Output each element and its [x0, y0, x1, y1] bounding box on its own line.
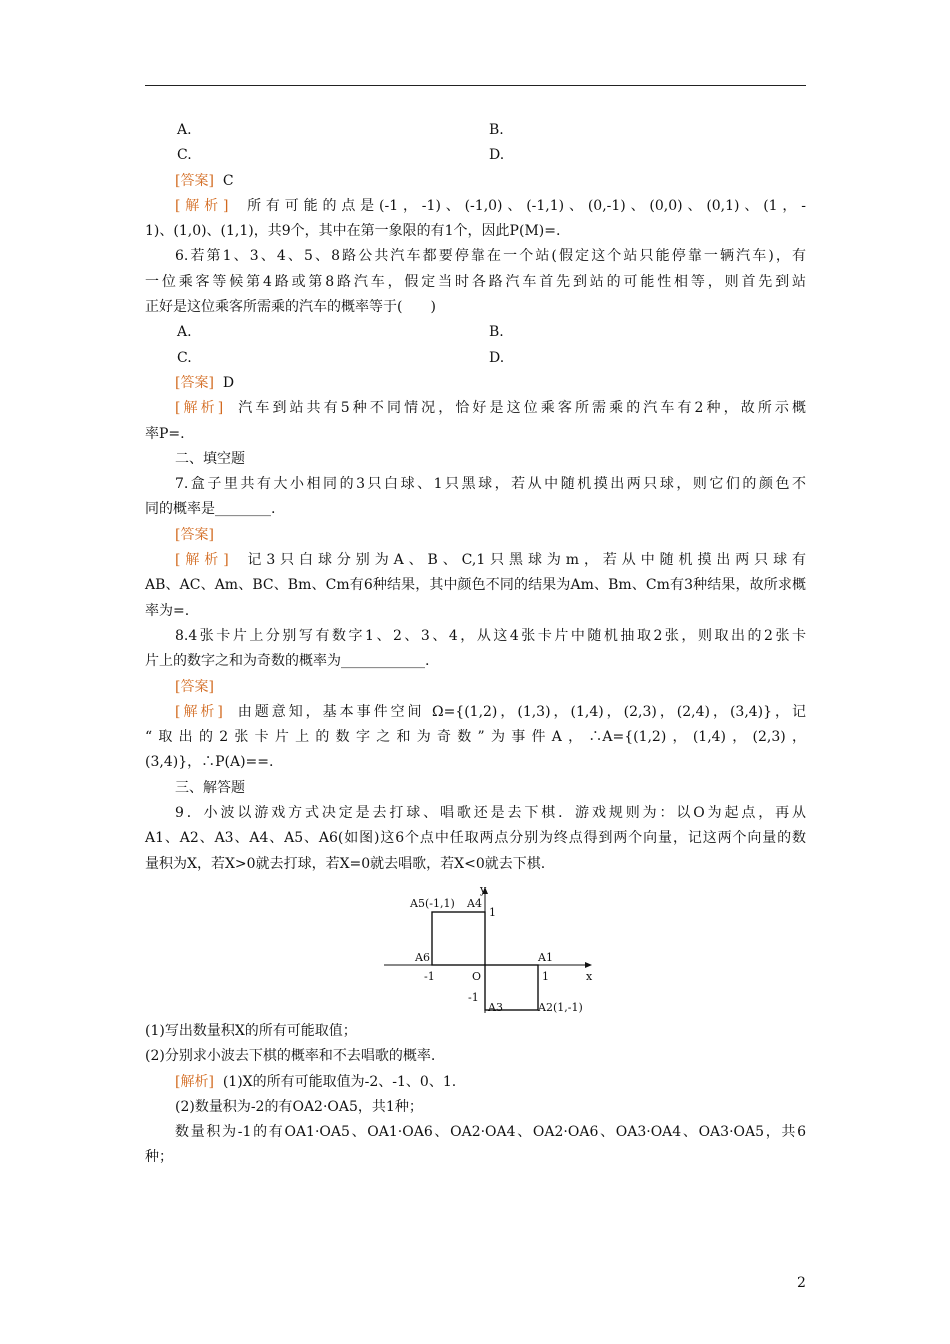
answer-tag: [答案] — [175, 172, 214, 189]
q7-answer — [145, 523, 806, 548]
answer-tag: [答案] — [175, 526, 214, 543]
point-a1-label: A1 — [538, 950, 553, 964]
upper-left-square — [432, 912, 485, 965]
x-tick-positive: 1 — [542, 969, 549, 983]
q6-options-ab — [145, 320, 806, 345]
vector-figure — [145, 883, 806, 1015]
q9-part-line: (2)分别求小波去下棋的概率和不去唱歌的概率. — [145, 1048, 436, 1065]
q9-part-line: (1)写出数量积X的所有可能取值； — [145, 1022, 357, 1039]
section-heading: 三、解答题 — [175, 779, 245, 796]
q9-stem-line: 9．小波以游戏方式决定是去打球、唱歌还是去下棋．游戏规则为：以O为起点，再从 — [175, 805, 806, 822]
coordinate-diagram — [380, 883, 600, 1015]
option-c: C. — [177, 349, 192, 366]
q5-answer — [145, 169, 806, 194]
q9-analysis-line — [145, 1070, 806, 1095]
point-a2-label: A2(1,-1) — [538, 1000, 583, 1014]
page-number: 2 — [797, 1275, 806, 1291]
q8-analysis-line: (3,4)}，∴P(A)==. — [145, 754, 274, 771]
q6-stem-line: 6.若第1、3、4、5、8路公共汽车都要停靠在一个站(假定这个站只能停靠一辆汽车)，有 — [175, 248, 806, 265]
point-a5-label: A5(-1,1) — [410, 896, 455, 910]
q8-analysis-line: “取出的2张卡片上的数字之和为奇数”为事件A，∴A={(1,2)，(1,4)，(2,3)， — [145, 729, 806, 746]
q7-analysis-line: 率为=. — [145, 602, 190, 619]
answer-tag: [答案] — [175, 374, 214, 391]
q9-analysis-line: 数量积为-1的有OA1·OA5、OA1·OA6、OA2·OA4、OA2·OA6、OA3·OA4、OA3·OA5，共6 — [175, 1124, 806, 1141]
analysis-tag: [解析] — [175, 552, 229, 569]
q5-analysis-line: 1)、(1,0)、(1,1)，共9个，其中在第一象限的有1个，因此P(M)=. — [145, 223, 561, 240]
analysis-text: (1)X的所有可能取值为-2、-1、0、1. — [222, 1073, 457, 1090]
y-tick-positive: 1 — [489, 905, 496, 919]
q8-answer — [145, 675, 806, 700]
origin-label: O — [472, 969, 482, 983]
analysis-text: 记3只白球分别为A、B、C,1只黑球为m，若从中随机摸出两只球有 — [247, 552, 806, 569]
analysis-text: 所有可能的点是(-1，-1)、(-1,0)、(-1,1)、(0,-1)、(0,0)、(0,1)、(1，- — [247, 197, 806, 214]
q9-analysis-line: 种； — [145, 1149, 173, 1166]
q6-options-cd — [145, 346, 806, 371]
q6-answer — [145, 371, 806, 396]
y-axis-label: y — [480, 882, 487, 896]
q5-options-cd — [145, 143, 806, 168]
q9-stem-line: 量积为X，若X>0就去打球，若X=0就去唱歌，若X<0就去下棋. — [145, 855, 546, 872]
q7-stem-line: 同的概率是________. — [145, 501, 276, 518]
analysis-tag: [解析] — [175, 197, 229, 214]
answer-value: D — [222, 374, 235, 391]
x-axis-label: x — [586, 969, 593, 983]
q8-stem-line: 片上的数字之和为奇数的概率为____________. — [145, 653, 430, 670]
x-axis-arrow-icon — [585, 962, 592, 968]
point-a6-label: A6 — [415, 950, 430, 964]
option-c: C. — [177, 147, 192, 164]
header-rule — [145, 85, 806, 86]
option-b: B. — [489, 122, 504, 138]
q8-stem-line: 8.4张卡片上分别写有数字1、2、3、4，从这4张卡片中随机抽取2张，则取出的2张卡 — [175, 627, 806, 644]
q5-options-ab — [145, 118, 806, 143]
point-a3-label: A3 — [488, 1000, 503, 1014]
q9-stem-line: A1、A2、A3、A4、A5、A6(如图)这6个点中任取两点分别为终点得到两个向量，记这两个向量的数 — [145, 830, 806, 847]
q7-stem-line: 7.盒子里共有大小相同的3只白球、1只黑球，若从中随机摸出两只球，则它们的颜色不 — [175, 476, 806, 493]
q7-analysis-line — [145, 548, 806, 573]
q6-stem-line: 一位乘客等候第4路或第8路汽车，假定当时各路汽车首先到站的可能性相等，则首先到站 — [145, 273, 806, 290]
q7-analysis-line: AB、AC、Am、BC、Bm、Cm有6种结果，其中颜色不同的结果为Am、Bm、Cm有3种结果，故所求概 — [145, 577, 806, 594]
option-d: D. — [489, 147, 505, 164]
option-b: B. — [489, 324, 504, 341]
q8-analysis-line — [145, 700, 806, 725]
point-a4-label: A4 — [467, 896, 482, 910]
page-content — [145, 118, 806, 1171]
option-a: A. — [177, 122, 192, 138]
option-a: A. — [177, 324, 192, 341]
section-heading: 二、填空题 — [175, 450, 245, 467]
y-tick-negative: -1 — [468, 990, 479, 1004]
analysis-tag: [解析] — [175, 1073, 214, 1090]
q6-analysis-line: 率P=. — [145, 425, 185, 442]
answer-value: C — [222, 172, 234, 189]
analysis-text: 由题意知，基本事件空间 Ω={(1,2)，(1,3)，(1,4)，(2,3)，(2,4)，(3,4)}，记 — [237, 703, 807, 720]
q6-stem-line: 正好是这位乘客所需乘的汽车的概率等于( ) — [145, 299, 436, 316]
q6-analysis-line — [145, 396, 806, 421]
option-d: D. — [489, 349, 505, 366]
analysis-tag: [解析] — [175, 703, 223, 720]
answer-tag: [答案] — [175, 678, 214, 695]
x-tick-negative: -1 — [424, 969, 435, 983]
analysis-text: 汽车到站共有5种不同情况，恰好是这位乘客所需乘的汽车有2种，故所示概 — [238, 400, 806, 417]
q9-analysis-line: (2)数量积为-2的有OA2·OA5，共1种； — [175, 1098, 423, 1115]
q5-analysis-line — [145, 194, 806, 219]
analysis-tag: [解析] — [175, 400, 224, 417]
